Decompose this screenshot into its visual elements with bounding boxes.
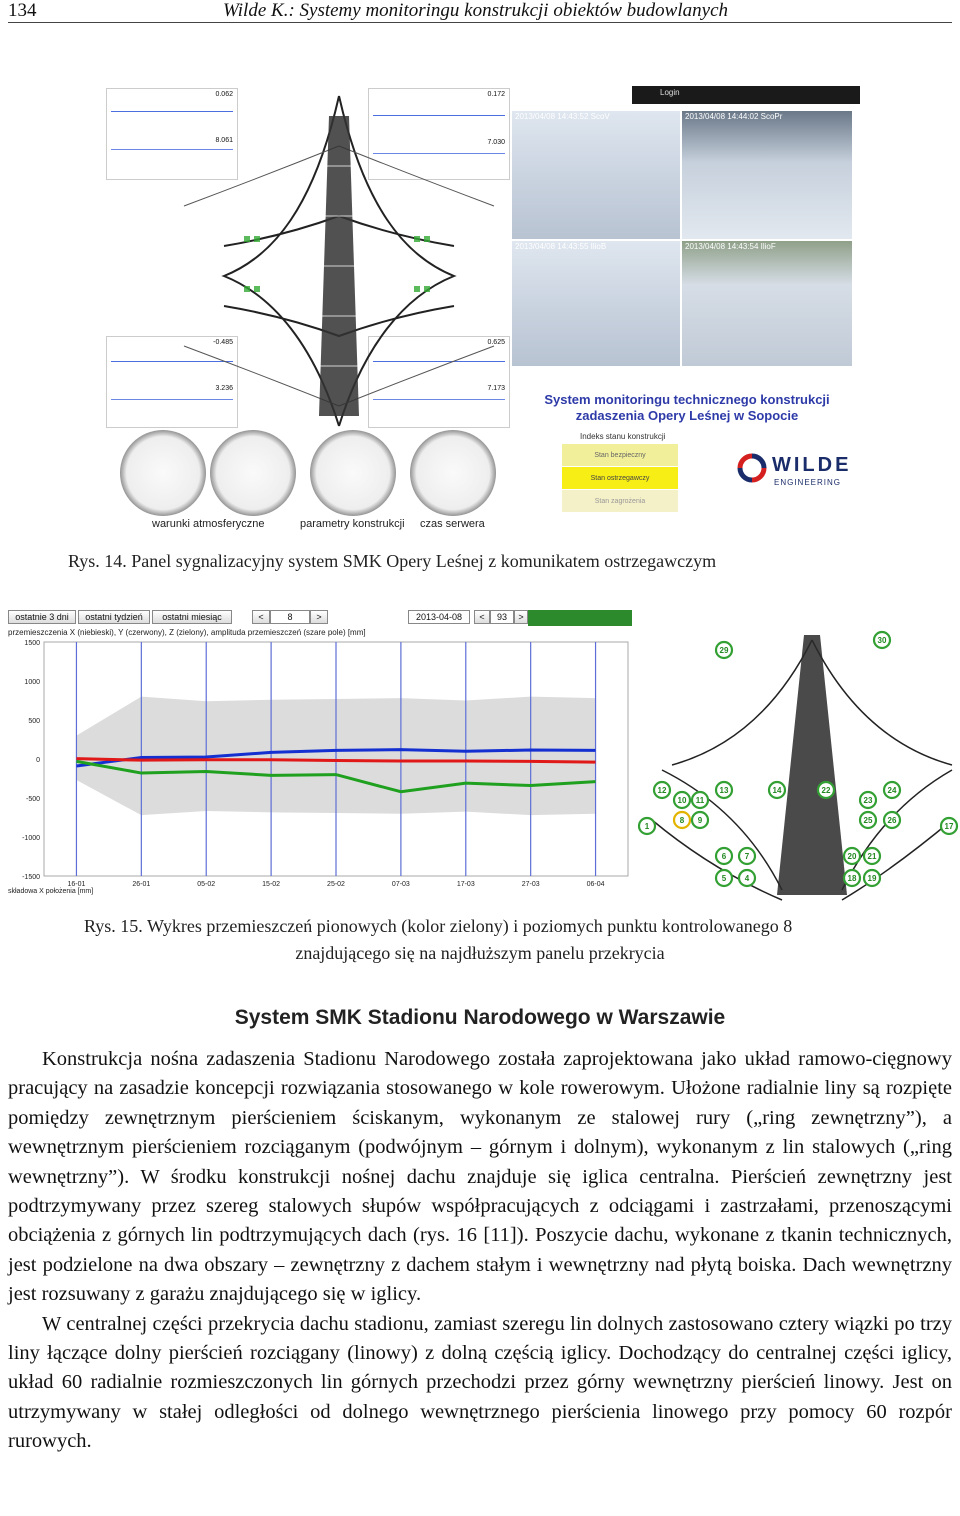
x-tick-label: 27-03 <box>521 881 540 888</box>
running-title: Wilde K.: Systemy monitoringu konstrukcji obiektów budowlanych <box>223 0 729 21</box>
system-title-line2: zadaszenia Opery Leśnej w Sopocie <box>575 408 799 423</box>
paragraph-1: Konstrukcja nośna zadaszenia Stadionu Narodowego została zaprojektowana jako układ ramowo-cięgnowy pracujący na zasadzie koncepcji rozwiązania stosowanego w kole rowerowym. Ułożone radialnie liny są rozpięte pomiędzy zewnętrznym pierścieniem ściskanym, wykonanym ze stalowej rury („ring zewnętrzny”), a wewnętrznym pierścieniem rozciąganym (podwójnym – górnym i dolnym), wykonanym z lin stalowych („ring wewnętrzny”). W środku konstrukcji nośnej dachu znajduje się iglica centralna. Pierścień zewnętrzny jest podtrzymywany przez szereg stalowych słupów współpracujących z odciągami i zastrzałami, przenoszącymi obciążenia z górnych lin podtrzymujących dach (rys. 16 [11]). Poszycie dachu, wykonane z tkanin technicznych, jest podzielone na dwa obszary – zewnętrzny z dachem stałym i wewnętrzny nad płytą boiska. Dach wewnętrzny jest rozsuwany z garażu znajdującego się w iglicy. <box>8 1048 952 1306</box>
wilde-logo <box>734 442 852 492</box>
sensor-node-label: 10 <box>677 796 687 805</box>
sensor-node-label: 18 <box>847 874 857 883</box>
mini-chart-value: 7.030 <box>487 139 505 146</box>
gauge-server-time <box>410 430 496 516</box>
sensor-node-label: 13 <box>719 786 729 795</box>
chart-legend: przemieszczenia X (niebieski), Y (czerwony), Z (zielony), amplituda przemieszczeń (szare pole) [mm] <box>8 628 366 637</box>
sensor-layout-diagram <box>632 620 960 905</box>
camera-timestamp: 2013/04/08 14:43:52 ScoV <box>515 112 610 121</box>
sensor-node-label: 24 <box>887 786 897 795</box>
y-tick-label: -500 <box>25 796 40 803</box>
sensor-node-label: 11 <box>695 796 705 805</box>
sensor-node-label: 29 <box>719 646 729 655</box>
btn-last-3-days[interactable]: ostatnie 3 dni <box>8 610 76 624</box>
sensor-node-label: 7 <box>744 852 750 861</box>
gauge-structure <box>310 430 396 516</box>
wilde-logo-icon <box>734 450 770 486</box>
y-tick-label: -1500 <box>22 874 40 881</box>
x-tick-label: 15-02 <box>262 881 281 888</box>
body-text <box>8 1045 952 1457</box>
figure-14-panel <box>104 86 860 530</box>
state-danger: Stan zagrożenia <box>562 490 678 512</box>
figure-15-caption-line2: znajdującego się na najdłuższym panelu przekrycia <box>295 943 665 963</box>
gauge-weather-1 <box>120 430 206 516</box>
camera-timestamp: 2013/04/08 14:43:55 IlioB <box>515 242 607 251</box>
chart-bottom-label: składowa X położenia [mm] <box>8 888 94 895</box>
logo-text: WILDE <box>772 454 852 476</box>
date-field[interactable]: 2013-04-08 <box>408 610 470 624</box>
toolbar-green-bar <box>528 610 632 626</box>
state-warning: Stan ostrzegawczy <box>562 467 678 489</box>
figure-15-caption-line1: Rys. 15. Wykres przemieszczeń pionowych (kolor zielony) i poziomych punktu kontrolowanego 8 <box>84 916 793 936</box>
displacement-chart <box>8 638 632 888</box>
sensor-node-label: 21 <box>867 852 877 861</box>
camera-timestamp: 2013/04/08 14:43:54 IlioF <box>685 242 776 251</box>
camera-view-1 <box>512 111 680 239</box>
gauge-label-time: czas serwera <box>420 518 485 530</box>
sensor-node-label: 4 <box>744 874 750 883</box>
btn-last-week[interactable]: ostatni tydzień <box>78 610 150 624</box>
system-title-line1: System monitoringu technicznego konstrukcji <box>544 392 830 407</box>
mini-chart-value: 7.173 <box>487 385 505 392</box>
camera-view-4 <box>682 241 852 366</box>
sensor-node-label: 25 <box>863 816 873 825</box>
running-header <box>8 0 952 23</box>
state-safe: Stan bezpieczny <box>562 444 678 466</box>
camera-timestamp: 2013/04/08 14:44:02 ScoPr <box>685 112 783 121</box>
login-bar <box>632 86 860 104</box>
sensor-node-label: 9 <box>697 816 703 825</box>
mini-chart-value: 0.062 <box>215 91 233 98</box>
y-tick-label: 500 <box>28 718 40 725</box>
btn-prev-range[interactable]: < <box>474 610 490 624</box>
login-link[interactable]: Login <box>660 88 680 97</box>
sensor-node-label: 17 <box>944 822 954 831</box>
y-tick-label: 0 <box>36 757 40 764</box>
gauge-weather-2 <box>210 430 296 516</box>
range-field[interactable]: 93 <box>490 610 514 624</box>
btn-last-month[interactable]: ostatni miesiąc <box>152 610 232 624</box>
opera-structure-diagram <box>164 86 514 436</box>
figure-15-panel <box>8 600 952 905</box>
section-title: System SMK Stadionu Narodowego w Warszawie <box>234 1006 726 1029</box>
paragraph-2: W centralnej części przekrycia dachu stadionu, zamiast szeregu lin dolnych zastosowano cztery wiązki po trzy liny łączące dolny pierścień rozciągany (linowy) z dolną częścią iglicy. Dochodzący do centralnej części iglicy, układ 60 radialnie rozmieszczonych lin górnych przechodzi przez górny wewnętrzny pierścień linowy. Jest on utrzymywany w stałej odległości od dolnego wewnętrznego pierścienia linowego przy pomocy 60 rozpór rurowych. <box>8 1312 952 1453</box>
x-tick-label: 26-01 <box>132 881 151 888</box>
sensor-node-label: 19 <box>867 874 877 883</box>
sensor-node-label: 6 <box>721 852 727 861</box>
sensor-node-label: 8 <box>679 816 685 825</box>
logo-subtext: ENGINEERING <box>774 478 842 487</box>
y-tick-label: -1000 <box>22 835 40 842</box>
sensor-node-label: 14 <box>772 786 782 795</box>
figure-14-caption: Rys. 14. Panel sygnalizacyjny system SMK Opery Leśnej z komunikatem ostrzegawczym <box>68 551 717 571</box>
mini-chart-value: 8.061 <box>215 137 233 144</box>
mini-chart-value: 0.172 <box>487 91 505 98</box>
y-tick-label: 1500 <box>24 640 40 647</box>
sensor-node-label: 26 <box>887 816 897 825</box>
sensor-node-label: 30 <box>877 636 887 645</box>
btn-next-point[interactable]: > <box>310 610 328 624</box>
x-tick-label: 06-04 <box>586 881 605 888</box>
sensor-node-label: 1 <box>644 822 650 831</box>
y-tick-label: 1000 <box>24 679 40 686</box>
mini-chart-value: -0.485 <box>213 339 233 346</box>
x-tick-label: 16-01 <box>67 881 86 888</box>
x-tick-label: 05-02 <box>197 881 216 888</box>
system-title <box>532 392 842 424</box>
sensor-node-label: 23 <box>863 796 873 805</box>
state-indicator-label: Indeks stanu konstrukcji <box>580 432 666 441</box>
page-number: 134 <box>8 0 37 21</box>
btn-next-range[interactable]: > <box>514 610 528 624</box>
btn-prev-point[interactable]: < <box>252 610 270 624</box>
x-tick-label: 25-02 <box>327 881 345 888</box>
mini-chart-value: 0.625 <box>487 339 505 346</box>
point-number-field[interactable]: 8 <box>270 610 310 624</box>
camera-view-3 <box>512 241 680 366</box>
sensor-node-label: 12 <box>657 786 667 795</box>
x-tick-label: 17-03 <box>456 881 475 888</box>
x-tick-label: 07-03 <box>391 881 410 888</box>
mini-chart-value: 3.236 <box>215 385 233 392</box>
gauge-label-structure: parametry konstrukcji <box>300 518 405 530</box>
gauge-label-weather: warunki atmosferyczne <box>152 518 265 530</box>
camera-view-2 <box>682 111 852 239</box>
sensor-node-label: 20 <box>847 852 857 861</box>
sensor-node-label: 5 <box>721 874 727 883</box>
sensor-node-label: 22 <box>821 786 831 795</box>
